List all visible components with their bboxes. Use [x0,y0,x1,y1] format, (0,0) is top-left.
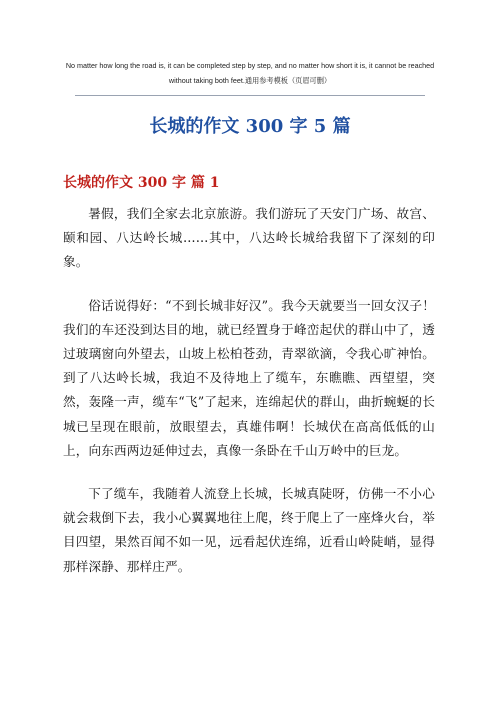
paragraph-3: 下了缆车，我随着人流登上长城，长城真陡呀，仿佛一不小心就会栽倒下去，我小心翼翼地往上爬，终于爬上了一座烽火台，举目四望，果然百闻不如一见，远看起伏连绵，近看山岭陡峭，显得那样深静、那样庄严。 [63,486,435,574]
paragraph-1: 暑假，我们全家去北京旅游。我们游玩了天安门广场、故宫、颐和园、八达岭长城……其中，八达岭长城给我留下了深刻的印象。 [63,206,435,270]
paragraph-2: 俗话说得好：“不到长城非好汉”。我今天就要当一回女汉子！我们的车还没到达目的地，就已经置身于峰峦起伏的群山中了，透过玻璃窗向外望去，山坡上松柏苍劲，青翠欲滴，令我心旷神怡。到了八达岭长城，我迫不及待地上了缆车，东瞧瞧、西望望，突然，轰隆一声，缆车“飞”了起来，连绵起伏的群山，曲折蜿蜒的长城已呈现在眼前，放眼望去，真雄伟啊！长城伏在高高低低的山上，向东西两边延伸过去，真像一条卧在千山万岭中的巨龙。 [63,297,435,458]
header-note: No matter how long the road is, it can be completed step by step, and no matter how short it is, it cannot be reached without taking both feet.通用参考模板（页眉可删） [65,61,435,85]
document-title: 长城的作文 300 字 5 篇 [149,116,351,137]
article-body [63,202,435,598]
header-divider [75,95,425,96]
section-heading: 长城的作文 300 字 篇 1 [63,175,220,191]
